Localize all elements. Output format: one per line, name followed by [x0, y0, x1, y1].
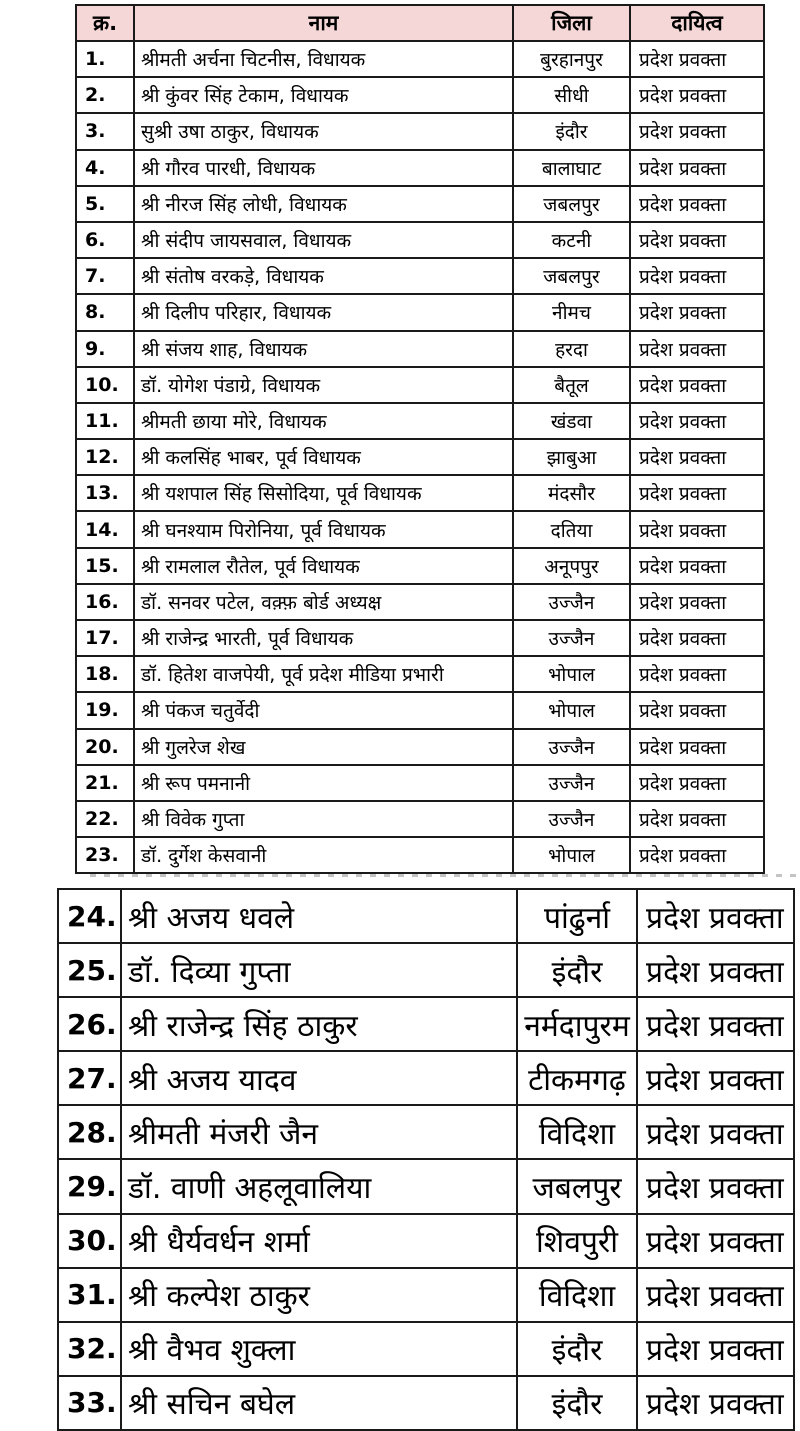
district-cell: भोपाल — [513, 692, 630, 728]
serial-cell: 20. — [76, 729, 134, 765]
responsibility-cell: प्रदेश प्रवक्ता — [630, 294, 764, 330]
district-cell: इंदौर — [517, 1322, 637, 1376]
district-cell: झाबुआ — [513, 439, 630, 475]
table-row — [76, 77, 764, 113]
responsibility-cell: प्रदेश प्रवक्ता — [630, 77, 764, 113]
serial-cell: 22. — [76, 801, 134, 837]
district-cell: जबलपुर — [513, 186, 630, 222]
name-cell: श्री राजेन्द्र सिंह ठाकुर — [121, 997, 517, 1051]
district-cell: बैतूल — [513, 367, 630, 403]
table-row — [76, 801, 764, 837]
name-cell: श्री कल्पेश ठाकुर — [121, 1268, 517, 1322]
serial-cell: 9. — [76, 331, 134, 367]
table-row — [76, 511, 764, 547]
table-row — [58, 1214, 794, 1268]
responsibility-cell: प्रदेश प्रवक्ता — [630, 548, 764, 584]
responsibility-cell: प्रदेश प्रवक्ता — [630, 837, 764, 873]
name-cell: श्री संजय शाह, विधायक — [134, 331, 513, 367]
serial-cell: 1. — [76, 41, 134, 77]
responsibility-cell: प्रदेश प्रवक्ता — [630, 403, 764, 439]
name-cell: सुश्री उषा ठाकुर, विधायक — [134, 113, 513, 149]
serial-cell: 15. — [76, 548, 134, 584]
name-cell: डॉ. दिव्या गुप्ता — [121, 943, 517, 997]
table-row — [58, 1051, 794, 1105]
district-cell: कटनी — [513, 222, 630, 258]
responsibility-cell: प्रदेश प्रवक्ता — [630, 222, 764, 258]
table-row — [76, 656, 764, 692]
serial-cell: 12. — [76, 439, 134, 475]
spokesperson-table-top — [75, 4, 765, 874]
name-cell: श्री अजय यादव — [121, 1051, 517, 1105]
serial-cell: 7. — [76, 258, 134, 294]
district-cell: अनूपपुर — [513, 548, 630, 584]
name-cell: श्रीमती मंजरी जैन — [121, 1105, 517, 1159]
name-cell: श्री राजेन्द्र भारती, पूर्व विधायक — [134, 620, 513, 656]
responsibility-cell: प्रदेश प्रवक्ता — [630, 692, 764, 728]
table-row — [58, 1322, 794, 1376]
table-row — [58, 1268, 794, 1322]
responsibility-cell: प्रदेश प्रवक्ता — [637, 1376, 794, 1430]
responsibility-cell: प्रदेश प्रवक्ता — [630, 475, 764, 511]
serial-cell: 26. — [58, 997, 121, 1051]
serial-cell: 4. — [76, 150, 134, 186]
table-row — [58, 889, 794, 943]
district-cell: भोपाल — [513, 656, 630, 692]
serial-cell: 13. — [76, 475, 134, 511]
name-cell: श्री यशपाल सिंह सिसोदिया, पूर्व विधायक — [134, 475, 513, 511]
district-cell: मंदसौर — [513, 475, 630, 511]
header-name: नाम — [134, 5, 513, 41]
table-row — [76, 41, 764, 77]
district-cell: इंदौर — [517, 943, 637, 997]
table-row — [76, 729, 764, 765]
scan-divider — [90, 874, 800, 877]
serial-cell: 21. — [76, 765, 134, 801]
name-cell: श्री वैभव शुक्ला — [121, 1322, 517, 1376]
responsibility-cell: प्रदेश प्रवक्ता — [630, 620, 764, 656]
name-cell: श्री दिलीप परिहार, विधायक — [134, 294, 513, 330]
name-cell: श्री संतोष वरकड़े, विधायक — [134, 258, 513, 294]
district-cell: नीमच — [513, 294, 630, 330]
district-cell: बुरहानपुर — [513, 41, 630, 77]
name-cell: डॉ. वाणी अहलूवालिया — [121, 1159, 517, 1213]
name-cell: श्री रामलाल रौतेल, पूर्व विधायक — [134, 548, 513, 584]
name-cell: डॉ. योगेश पंडाग्रे, विधायक — [134, 367, 513, 403]
name-cell: श्री धैर्यवर्धन शर्मा — [121, 1214, 517, 1268]
serial-cell: 17. — [76, 620, 134, 656]
name-cell: श्री गौरव पारधी, विधायक — [134, 150, 513, 186]
district-cell: भोपाल — [513, 837, 630, 873]
district-cell: उज्जैन — [513, 584, 630, 620]
responsibility-cell: प्रदेश प्रवक्ता — [637, 1214, 794, 1268]
district-cell: पांढुर्ना — [517, 889, 637, 943]
serial-cell: 28. — [58, 1105, 121, 1159]
responsibility-cell: प्रदेश प्रवक्ता — [630, 113, 764, 149]
serial-cell: 5. — [76, 186, 134, 222]
table-row — [58, 1105, 794, 1159]
responsibility-cell: प्रदेश प्रवक्ता — [630, 186, 764, 222]
table-row — [58, 997, 794, 1051]
district-cell: उज्जैन — [513, 765, 630, 801]
district-cell: टीकमगढ़ — [517, 1051, 637, 1105]
district-cell: विदिशा — [517, 1268, 637, 1322]
serial-cell: 19. — [76, 692, 134, 728]
name-cell: श्री घनश्याम पिरोनिया, पूर्व विधायक — [134, 511, 513, 547]
responsibility-cell: प्रदेश प्रवक्ता — [630, 331, 764, 367]
responsibility-cell: प्रदेश प्रवक्ता — [637, 1159, 794, 1213]
table-row — [76, 186, 764, 222]
table-row — [76, 765, 764, 801]
serial-cell: 3. — [76, 113, 134, 149]
name-cell: श्रीमती छाया मोरे, विधायक — [134, 403, 513, 439]
table-row — [76, 403, 764, 439]
responsibility-cell: प्रदेश प्रवक्ता — [637, 943, 794, 997]
responsibility-cell: प्रदेश प्रवक्ता — [637, 997, 794, 1051]
name-cell: श्री सचिन बघेल — [121, 1376, 517, 1430]
table-row — [76, 692, 764, 728]
table-row — [76, 150, 764, 186]
responsibility-cell: प्रदेश प्रवक्ता — [630, 258, 764, 294]
serial-cell: 30. — [58, 1214, 121, 1268]
district-cell: नर्मदापुरम — [517, 997, 637, 1051]
serial-cell: 32. — [58, 1322, 121, 1376]
responsibility-cell: प्रदेश प्रवक्ता — [630, 801, 764, 837]
spokesperson-table-bottom — [57, 888, 795, 1431]
name-cell: श्री कुंवर सिंह टेकाम, विधायक — [134, 77, 513, 113]
table-row — [76, 222, 764, 258]
responsibility-cell: प्रदेश प्रवक्ता — [630, 729, 764, 765]
district-cell: सीधी — [513, 77, 630, 113]
district-cell: इंदौर — [513, 113, 630, 149]
name-cell: डॉ. हितेश वाजपेयी, पूर्व प्रदेश मीडिया प्रभारी — [134, 656, 513, 692]
serial-cell: 14. — [76, 511, 134, 547]
serial-cell: 23. — [76, 837, 134, 873]
serial-cell: 10. — [76, 367, 134, 403]
table-header-row — [76, 5, 764, 41]
serial-cell: 33. — [58, 1376, 121, 1430]
district-cell: शिवपुरी — [517, 1214, 637, 1268]
responsibility-cell: प्रदेश प्रवक्ता — [637, 1105, 794, 1159]
name-cell: श्री कलसिंह भाबर, पूर्व विधायक — [134, 439, 513, 475]
name-cell: श्रीमती अर्चना चिटनीस, विधायक — [134, 41, 513, 77]
name-cell: श्री गुलरेज शेख — [134, 729, 513, 765]
serial-cell: 29. — [58, 1159, 121, 1213]
name-cell: श्री पंकज चतुर्वेदी — [134, 692, 513, 728]
responsibility-cell: प्रदेश प्रवक्ता — [637, 889, 794, 943]
table-row — [76, 113, 764, 149]
district-cell: उज्जैन — [513, 729, 630, 765]
district-cell: दतिया — [513, 511, 630, 547]
header-district: जिला — [513, 5, 630, 41]
serial-cell: 8. — [76, 294, 134, 330]
table-row — [76, 258, 764, 294]
table-row — [76, 367, 764, 403]
header-serial: क्र. — [76, 5, 134, 41]
district-cell: खंडवा — [513, 403, 630, 439]
table-row — [76, 439, 764, 475]
serial-cell: 2. — [76, 77, 134, 113]
serial-cell: 27. — [58, 1051, 121, 1105]
serial-cell: 11. — [76, 403, 134, 439]
serial-cell: 16. — [76, 584, 134, 620]
responsibility-cell: प्रदेश प्रवक्ता — [630, 511, 764, 547]
table-row — [76, 584, 764, 620]
serial-cell: 18. — [76, 656, 134, 692]
responsibility-cell: प्रदेश प्रवक्ता — [630, 41, 764, 77]
table-row — [76, 837, 764, 873]
serial-cell: 24. — [58, 889, 121, 943]
serial-cell: 25. — [58, 943, 121, 997]
serial-cell: 6. — [76, 222, 134, 258]
responsibility-cell: प्रदेश प्रवक्ता — [637, 1051, 794, 1105]
table-row — [58, 943, 794, 997]
name-cell: श्री रूप पमनानी — [134, 765, 513, 801]
table-row — [76, 620, 764, 656]
table-row — [76, 331, 764, 367]
responsibility-cell: प्रदेश प्रवक्ता — [630, 765, 764, 801]
district-cell: उज्जैन — [513, 620, 630, 656]
table-row — [58, 1376, 794, 1430]
district-cell: बालाघाट — [513, 150, 630, 186]
responsibility-cell: प्रदेश प्रवक्ता — [637, 1268, 794, 1322]
district-cell: इंदौर — [517, 1376, 637, 1430]
responsibility-cell: प्रदेश प्रवक्ता — [637, 1322, 794, 1376]
name-cell: श्री नीरज सिंह लोधी, विधायक — [134, 186, 513, 222]
table-row — [76, 294, 764, 330]
name-cell: श्री अजय धवले — [121, 889, 517, 943]
name-cell: डॉ. दुर्गेश केसवानी — [134, 837, 513, 873]
responsibility-cell: प्रदेश प्रवक्ता — [630, 439, 764, 475]
name-cell: डॉ. सनवर पटेल, वक़्फ़ बोर्ड अध्यक्ष — [134, 584, 513, 620]
district-cell: विदिशा — [517, 1105, 637, 1159]
serial-cell: 31. — [58, 1268, 121, 1322]
table-row — [58, 1159, 794, 1213]
responsibility-cell: प्रदेश प्रवक्ता — [630, 150, 764, 186]
responsibility-cell: प्रदेश प्रवक्ता — [630, 656, 764, 692]
name-cell: श्री विवेक गुप्ता — [134, 801, 513, 837]
district-cell: हरदा — [513, 331, 630, 367]
name-cell: श्री संदीप जायसवाल, विधायक — [134, 222, 513, 258]
responsibility-cell: प्रदेश प्रवक्ता — [630, 584, 764, 620]
district-cell: जबलपुर — [513, 258, 630, 294]
district-cell: जबलपुर — [517, 1159, 637, 1213]
table-row — [76, 475, 764, 511]
table-row — [76, 548, 764, 584]
responsibility-cell: प्रदेश प्रवक्ता — [630, 367, 764, 403]
header-responsibility: दायित्व — [630, 5, 764, 41]
district-cell: उज्जैन — [513, 801, 630, 837]
